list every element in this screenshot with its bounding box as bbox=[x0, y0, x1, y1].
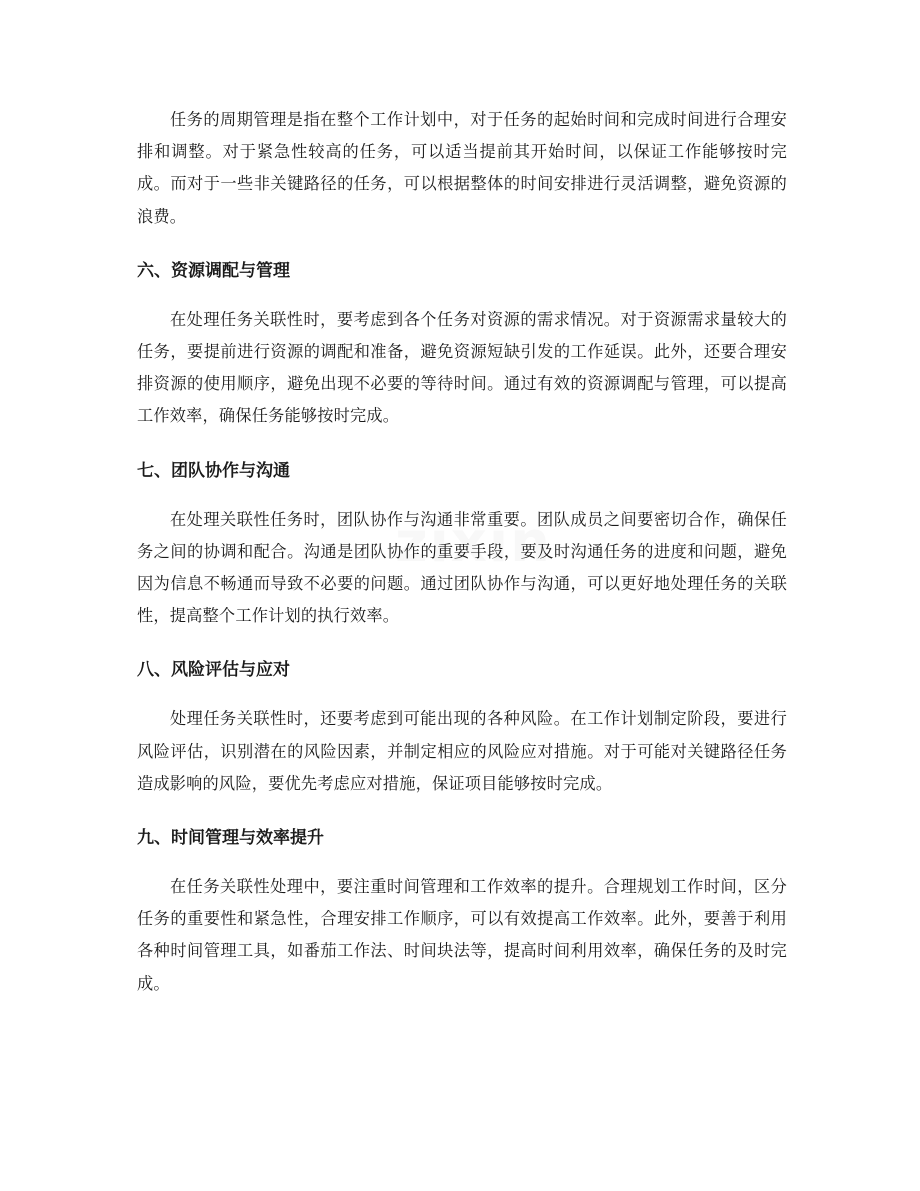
section-paragraph-time: 在任务关联性处理中，要注重时间管理和工作效率的提升。合理规划工作时间，区分任务的重要性和紧急性，合理安排工作顺序，可以有效提高工作效率。此外，要善于利用各种时间管理工具，如番茄工作法、时间块法等，提高时间利用效率，确保任务的及时完成。 bbox=[137, 877, 787, 993]
document-body bbox=[137, 104, 787, 1000]
section-heading-time: 九、时间管理与效率提升 bbox=[137, 828, 324, 849]
section-heading-resources: 六、资源调配与管理 bbox=[137, 260, 290, 281]
section-paragraph-teamwork: 在处理关联性任务时，团队协作与沟通非常重要。团队成员之间要密切合作，确保任务之间的协调和配合。沟通是团队协作的重要手段，要及时沟通任务的进度和问题，避免因为信息不畅通而导致不必要的问题。通过团队协作与沟通，可以更好地处理任务的关联性，提高整个工作计划的执行效率。 bbox=[137, 509, 787, 626]
watermark: zixin bbox=[395, 510, 552, 575]
section-paragraph-risk: 处理任务关联性时，还要考虑到可能出现的各种风险。在工作计划制定阶段，要进行风险评估，识别潜在的风险因素，并制定相应的风险应对措施。对于可能对关键路径任务造成影响的风险，要优先考虑应对措施，保证项目能够按时完成。 bbox=[137, 709, 787, 793]
section-heading-teamwork: 七、团队协作与沟通 bbox=[137, 460, 290, 481]
intro-paragraph: 任务的周期管理是指在整个工作计划中，对于任务的起始时间和完成时间进行合理安排和调整。对于紧急性较高的任务，可以适当提前其开始时间，以保证工作能够按时完成。而对于一些非关键路径的任务，可以根据整体的时间安排进行灵活调整，避免资源的浪费。 bbox=[137, 110, 787, 226]
section-paragraph-resources: 在处理任务关联性时，要考虑到各个任务对资源的需求情况。对于资源需求量较大的任务，要提前进行资源的调配和准备，避免资源短缺引发的工作延误。此外，还要合理安排资源的使用顺序，避免出现不必要的等待时间。通过有效的资源调配与管理，可以提高工作效率，确保任务能够按时完成。 bbox=[137, 309, 787, 426]
section-heading-risk: 八、风险评估与应对 bbox=[137, 660, 290, 681]
